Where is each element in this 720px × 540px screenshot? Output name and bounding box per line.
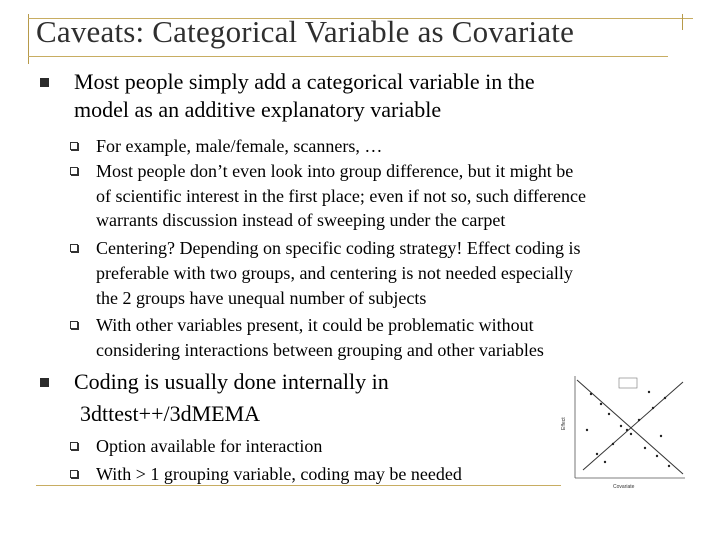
- interaction-figure: [561, 370, 689, 490]
- sub-bullet-text: Option available for interaction: [96, 436, 323, 456]
- title-rule-right: [682, 14, 683, 30]
- sub-bullet-text: warrants discussion instead of sweeping under the carpet: [96, 210, 506, 230]
- box-bullet-icon: [70, 321, 78, 329]
- box-bullet-icon: [70, 470, 78, 478]
- box-bullet-icon: [70, 442, 78, 450]
- box-bullet-icon: [70, 244, 78, 252]
- sub-bullet-text: Centering? Depending on specific coding strategy! Effect coding is: [96, 238, 581, 258]
- figure-y-label: Effect: [561, 417, 567, 430]
- bullet-2-line-2: 3dttest++/3dMEMA: [80, 401, 261, 426]
- square-bullet-icon: [40, 378, 49, 387]
- bullet-2-line-1: Coding is usually done internally in: [74, 369, 389, 394]
- figure-x-label: Covariate: [613, 484, 635, 490]
- slide-title: Caveats: Categorical Variable as Covariate: [36, 14, 575, 49]
- box-bullet-icon: [70, 142, 78, 150]
- box-bullet-icon: [70, 167, 78, 175]
- sub-bullet-text: considering interactions between grouping and other variables: [96, 340, 544, 360]
- bullet-1-line-2: model as an additive explanatory variable: [74, 97, 442, 122]
- sub-bullet-text: With other variables present, it could be problematic without: [96, 315, 534, 335]
- sub-bullet-text: of scientific interest in the first place; even if not so, such difference: [96, 186, 586, 206]
- sub-bullet-text: Most people don’t even look into group difference, but it might be: [96, 161, 574, 181]
- sub-bullet-text: For example, male/female, scanners, …: [96, 136, 383, 156]
- title-underline: [28, 56, 668, 57]
- sub-bullet-text: With > 1 grouping variable, coding may be needed: [96, 464, 462, 484]
- sub-bullet-text: the 2 groups have unequal number of subjects: [96, 288, 427, 308]
- sub-bullet-text: preferable with two groups, and centering is not needed especially: [96, 263, 573, 283]
- square-bullet-icon: [40, 78, 49, 87]
- bullet-1-line-1: Most people simply add a categorical variable in the: [74, 69, 535, 94]
